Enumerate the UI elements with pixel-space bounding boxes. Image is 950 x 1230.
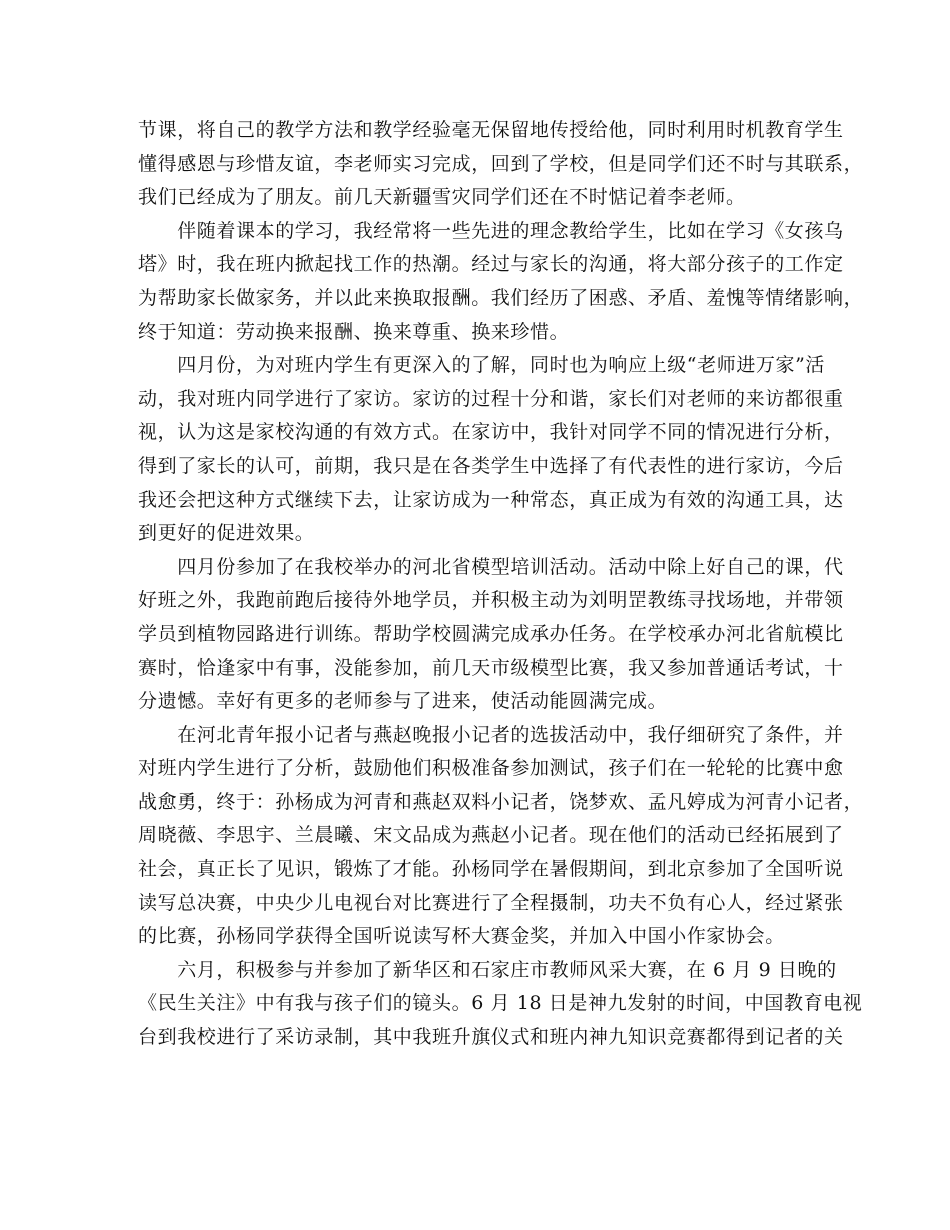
text-line: 四月份，为对班内学生有更深入的了解，同时也为响应上级“老师进万家”活 (138, 354, 826, 377)
text-line: 赛时，恰逢家中有事，没能参加，前几天市级模型比赛，我又参加普通话考试，十 (138, 656, 844, 679)
text-line: 懂得感恩与珍惜友谊，李老师实习完成，回到了学校，但是同学们还不时与其联系， (138, 152, 864, 175)
text-line: 节课，将自己的教学方法和教学经验毫无保留地传授给他，同时利用时机教育学生 (138, 119, 844, 141)
text-line: 得到了家长的认可，前期，我只是在各类学生中选择了有代表性的进行家访，今后 (138, 454, 844, 477)
text-line: 周晓薇、李思宇、兰晨曦、宋文品成为燕赵小记者。现在他们的活动已经拓展到了 (138, 824, 844, 847)
text-line: 台到我校进行了采访录制，其中我班升旗仪式和班内神九知识竞赛都得到记者的关 (138, 1026, 844, 1049)
text-line: 对班内学生进行了分析，鼓励他们积极准备参加测试，孩子们在一轮轮的比赛中愈 (138, 757, 844, 780)
text-line: 分遗憾。幸好有更多的老师参与了进来，使活动能圆满完成。 (138, 690, 668, 713)
document-body (138, 114, 864, 1055)
text-line: 视，认为这是家校沟通的有效方式。在家访中，我针对同学不同的情况进行分析， (138, 421, 844, 444)
text-line: 我还会把这种方式继续下去，让家访成为一种常态，真正成为有效的沟通工具，达 (138, 488, 844, 511)
text-line: 的比赛，孙杨同学获得全国听说读写杯大赛金奖，并加入中国小作家协会。 (138, 925, 785, 948)
text-line: 我们已经成为了朋友。前几天新疆雪灾同学们还在不时惦记着李老师。 (138, 186, 746, 209)
text-line: 伴随着课本的学习，我经常将一些先进的理念教给学生，比如在学习《女孩乌 (138, 219, 844, 242)
text-line: 读写总决赛，中央少儿电视台对比赛进行了全程摄制，功夫不负有心人，经过紧张 (138, 891, 844, 914)
text-line: 战愈勇，终于：孙杨成为河青和燕赵双料小记者，饶梦欢、孟凡婷成为河青小记者， (138, 790, 864, 813)
text-line: 学员到植物园路进行训练。帮助学校圆满完成承办任务。在学校承办河北省航模比 (138, 622, 844, 645)
text-line: 到更好的促进效果。 (138, 522, 315, 545)
text-line: 塔》时，我在班内掀起找工作的热潮。经过与家长的沟通，将大部分孩子的工作定 (138, 253, 844, 276)
text-line: 社会，真正长了见识，锻炼了才能。孙杨同学在暑假期间，到北京参加了全国听说 (138, 858, 844, 881)
text-line: 四月份参加了在我校举办的河北省模型培训活动。活动中除上好自己的课，代 (138, 555, 844, 578)
text-line: 动，我对班内同学进行了家访。家访的过程十分和谐，家长们对老师的来访都很重 (138, 387, 844, 410)
text-line: 在河北青年报小记者与燕赵晚报小记者的选拔活动中，我仔细研究了条件，并 (138, 723, 844, 746)
text-line: 《民生关注》中有我与孩子们的镜头。6 月 18 日是神九发射的时间，中国教育电视 (138, 992, 863, 1015)
text-line: 终于知道：劳动换来报酬、换来尊重、换来珍惜。 (138, 320, 570, 343)
text-line: 六月，积极参与并参加了新华区和石家庄市教师风采大赛，在 6 月 9 日晚的 (138, 958, 837, 981)
text-line: 好班之外，我跑前跑后接待外地学员，并积极主动为刘明罡教练寻找场地，并带领 (138, 589, 844, 612)
text-line: 为帮助家长做家务，并以此来换取报酬。我们经历了困惑、矛盾、羞愧等情绪影响， (138, 286, 864, 309)
